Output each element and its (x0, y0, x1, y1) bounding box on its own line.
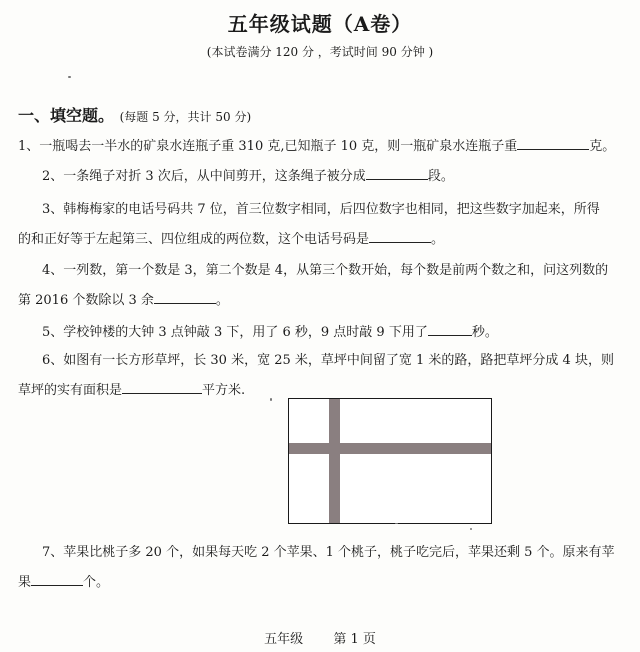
footer-grade: 五年级 (264, 632, 304, 647)
horizontal-path (289, 443, 491, 454)
question-7-unit: 个。 (83, 575, 110, 590)
lawn-diagram (288, 398, 492, 524)
question-2-unit: 段。 (427, 169, 454, 184)
question-5-unit: 秒。 (471, 325, 498, 340)
question-3-end: 。 (431, 232, 445, 247)
scan-speck (395, 523, 398, 524)
exam-title: 五年级试题（A卷） (227, 12, 413, 36)
answer-blank-3[interactable] (369, 228, 431, 243)
answer-blank-7[interactable] (31, 571, 83, 586)
question-4-line2 (18, 286, 626, 316)
exam-subtitle: (本试卷满分 120 分 ，考试时间 90 分钟 ) (206, 45, 434, 59)
scan-speck (470, 528, 472, 530)
answer-blank-6[interactable] (122, 379, 202, 394)
question-7-text: 果 (18, 575, 32, 590)
vertical-path (329, 399, 340, 523)
question-6-line1: 6、如图有一长方形草坪，长 30 米，宽 25 米，草坪中间留了宽 1 米的路，路把草坪分成 4 块，则 (42, 353, 614, 368)
answer-blank-1[interactable] (517, 135, 589, 150)
question-7 (18, 538, 626, 598)
question-4-end: 。 (215, 293, 229, 308)
question-4-line1: 4、一列数，第一个数是 3，第二个数是 4，从第三个数开始，每个数是前两个数之和，问这列数的 (42, 263, 609, 278)
section-title: 一、填空题。 (18, 106, 115, 125)
question-4-text: 第 2016 个数除以 3 余 (18, 293, 154, 308)
scan-speck (270, 398, 272, 401)
question-7-line1: 7、苹果比桃子多 20 个，如果每天吃 2 个苹果、1 个桃子，桃子吃完后，苹果还剩 5 个。原来有苹 (42, 545, 615, 560)
question-2 (42, 162, 626, 192)
question-5 (42, 318, 626, 348)
question-3-text: 的和正好等于左起第三、四位组成的两位数，这个电话号码是 (18, 232, 370, 247)
question-2-text: 2、一条绳子对折 3 次后，从中间剪开，这条绳子被分成 (42, 169, 366, 184)
page-footer (0, 628, 640, 647)
section-score-note: (每题 5 分，共计 50 分) (119, 110, 252, 124)
question-4 (18, 256, 626, 316)
question-1 (18, 132, 626, 162)
question-1-text: 1、一瓶喝去一半水的矿泉水连瓶子重 310 克,已知瓶子 10 克，则一瓶矿泉水连瓶子重 (18, 139, 518, 154)
question-6-text: 草坪的实有面积是 (18, 383, 123, 398)
question-5-text: 5、学校钟楼的大钟 3 点钟敲 3 下，用了 6 秒，9 点时敲 9 下用了 (42, 325, 428, 340)
question-1-unit: 克。 (589, 139, 616, 154)
question-3 (18, 195, 626, 255)
answer-blank-2[interactable] (366, 165, 428, 180)
lawn-rectangle (289, 399, 492, 524)
question-6-unit: 平方米. (202, 383, 246, 398)
answer-blank-5[interactable] (428, 321, 472, 336)
footer-page-number: 第 1 页 (333, 632, 376, 647)
question-3-line1: 3、韩梅梅家的电话号码共 7 位，首三位数字相同，后四位数字也相同，把这些数字加起来，所得 (42, 202, 600, 217)
question-6 (18, 346, 626, 406)
section-heading (18, 103, 251, 126)
question-7-line2 (18, 568, 626, 598)
answer-blank-4[interactable] (154, 289, 216, 304)
question-3-line2 (18, 225, 626, 255)
scan-speck (68, 76, 71, 78)
